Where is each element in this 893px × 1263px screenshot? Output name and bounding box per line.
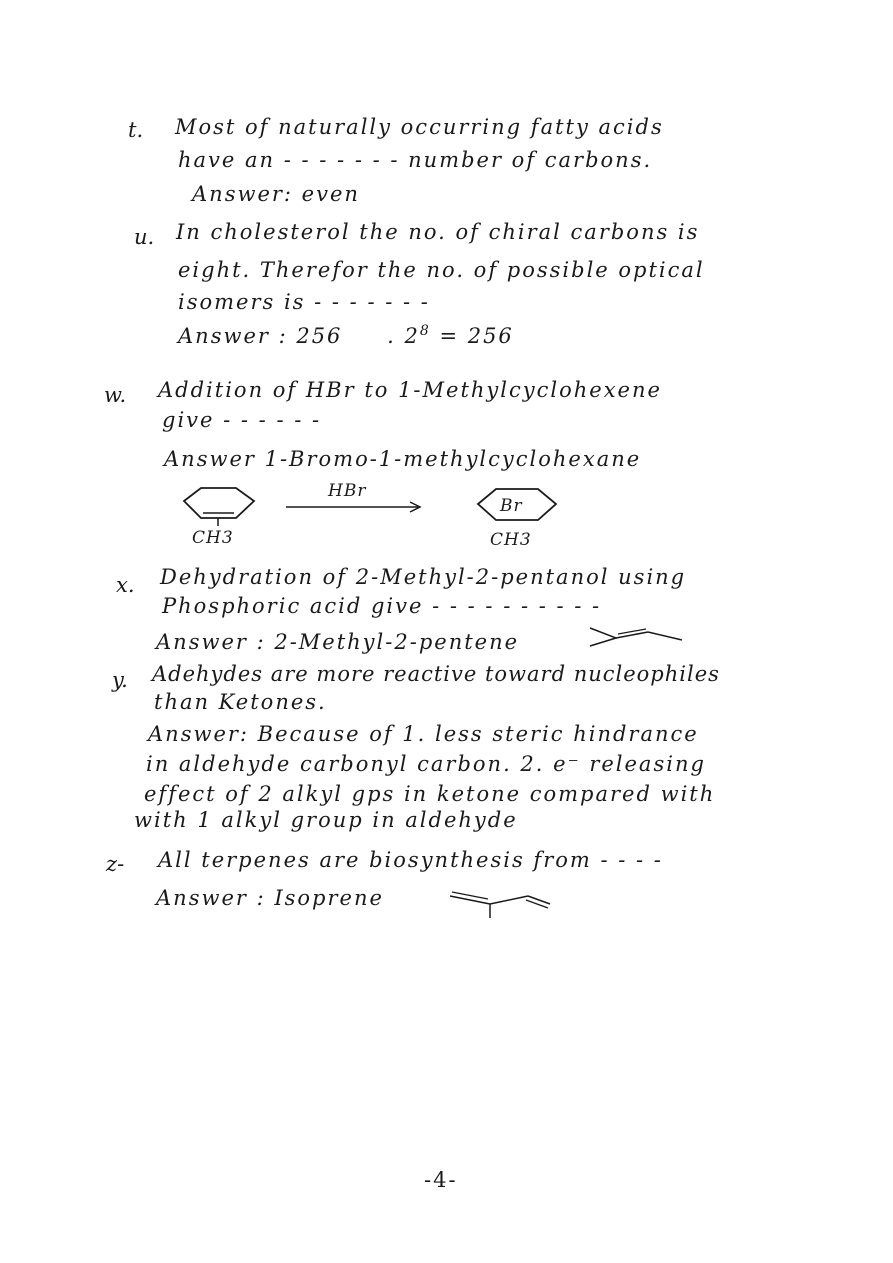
reactant-substituent: CH3 xyxy=(192,528,234,548)
question-label-x: x. xyxy=(116,573,135,597)
answer-u xyxy=(178,323,514,348)
question-w-line-2: give - - - - - - xyxy=(162,408,322,432)
answer-x: Answer : 2-Methyl-2-pentene xyxy=(156,630,520,654)
question-w-line-1: Addition of HBr to 1-Methylcyclohexene xyxy=(158,378,662,402)
question-u-line-1: In cholesterol the no. of chiral carbons is xyxy=(176,220,700,244)
answer-u-calc-result: = 256 xyxy=(439,324,514,348)
question-u-line-3: isomers is - - - - - - - xyxy=(178,290,430,314)
question-y-line-2: than Ketones. xyxy=(154,690,327,714)
answer-y-line-1: Answer: Because of 1. less steric hindrance xyxy=(148,722,699,746)
page-number: -4- xyxy=(424,1168,458,1192)
answer-u-calc-exponent: 8 xyxy=(419,323,431,339)
reagent-label: HBr xyxy=(328,481,367,501)
answer-u-value: Answer : 256 xyxy=(178,324,343,348)
answer-t: Answer: even xyxy=(192,182,360,206)
question-u-line-2: eight. Therefor the no. of possible optical xyxy=(178,258,705,282)
reaction-arrow-icon xyxy=(286,499,426,515)
question-label-y: y. xyxy=(112,668,128,692)
answer-y-line-4: with 1 alkyl group in aldehyde xyxy=(134,808,518,832)
answer-u-calc-base: . 2 xyxy=(387,324,420,348)
question-t-line-2: have an - - - - - - - number of carbons. xyxy=(178,148,653,172)
question-t-line-1: Most of naturally occurring fatty acids xyxy=(175,115,664,139)
answer-w: Answer 1-Bromo-1-methylcyclohexane xyxy=(164,447,642,471)
question-x-line-2: Phosphoric acid give - - - - - - - - - - xyxy=(162,594,602,618)
question-y-line-1: Adehydes are more reactive toward nucleophiles xyxy=(152,662,720,686)
answer-y-line-2: in aldehyde carbonyl carbon. 2. e⁻ releasing xyxy=(146,752,706,776)
answer-y-line-3: effect of 2 alkyl gps in ketone compared with xyxy=(144,782,716,806)
answer-z: Answer : Isoprene xyxy=(156,886,384,910)
isoprene-skeletal-structure xyxy=(448,890,552,920)
question-label-w: w. xyxy=(104,383,127,407)
question-label-z: z- xyxy=(106,852,125,876)
question-label-u: u. xyxy=(134,225,155,249)
reactant-cyclohexene-ring xyxy=(176,484,256,534)
question-x-line-1: Dehydration of 2-Methyl-2-pentanol using xyxy=(160,565,687,589)
product-substituent-ch3: CH3 xyxy=(490,530,532,550)
alkene-skeletal-structure xyxy=(586,624,686,648)
question-z-line-1: All terpenes are biosynthesis from - - - - xyxy=(158,848,663,872)
product-substituent-br: Br xyxy=(500,496,523,516)
question-label-t: t. xyxy=(128,118,144,142)
